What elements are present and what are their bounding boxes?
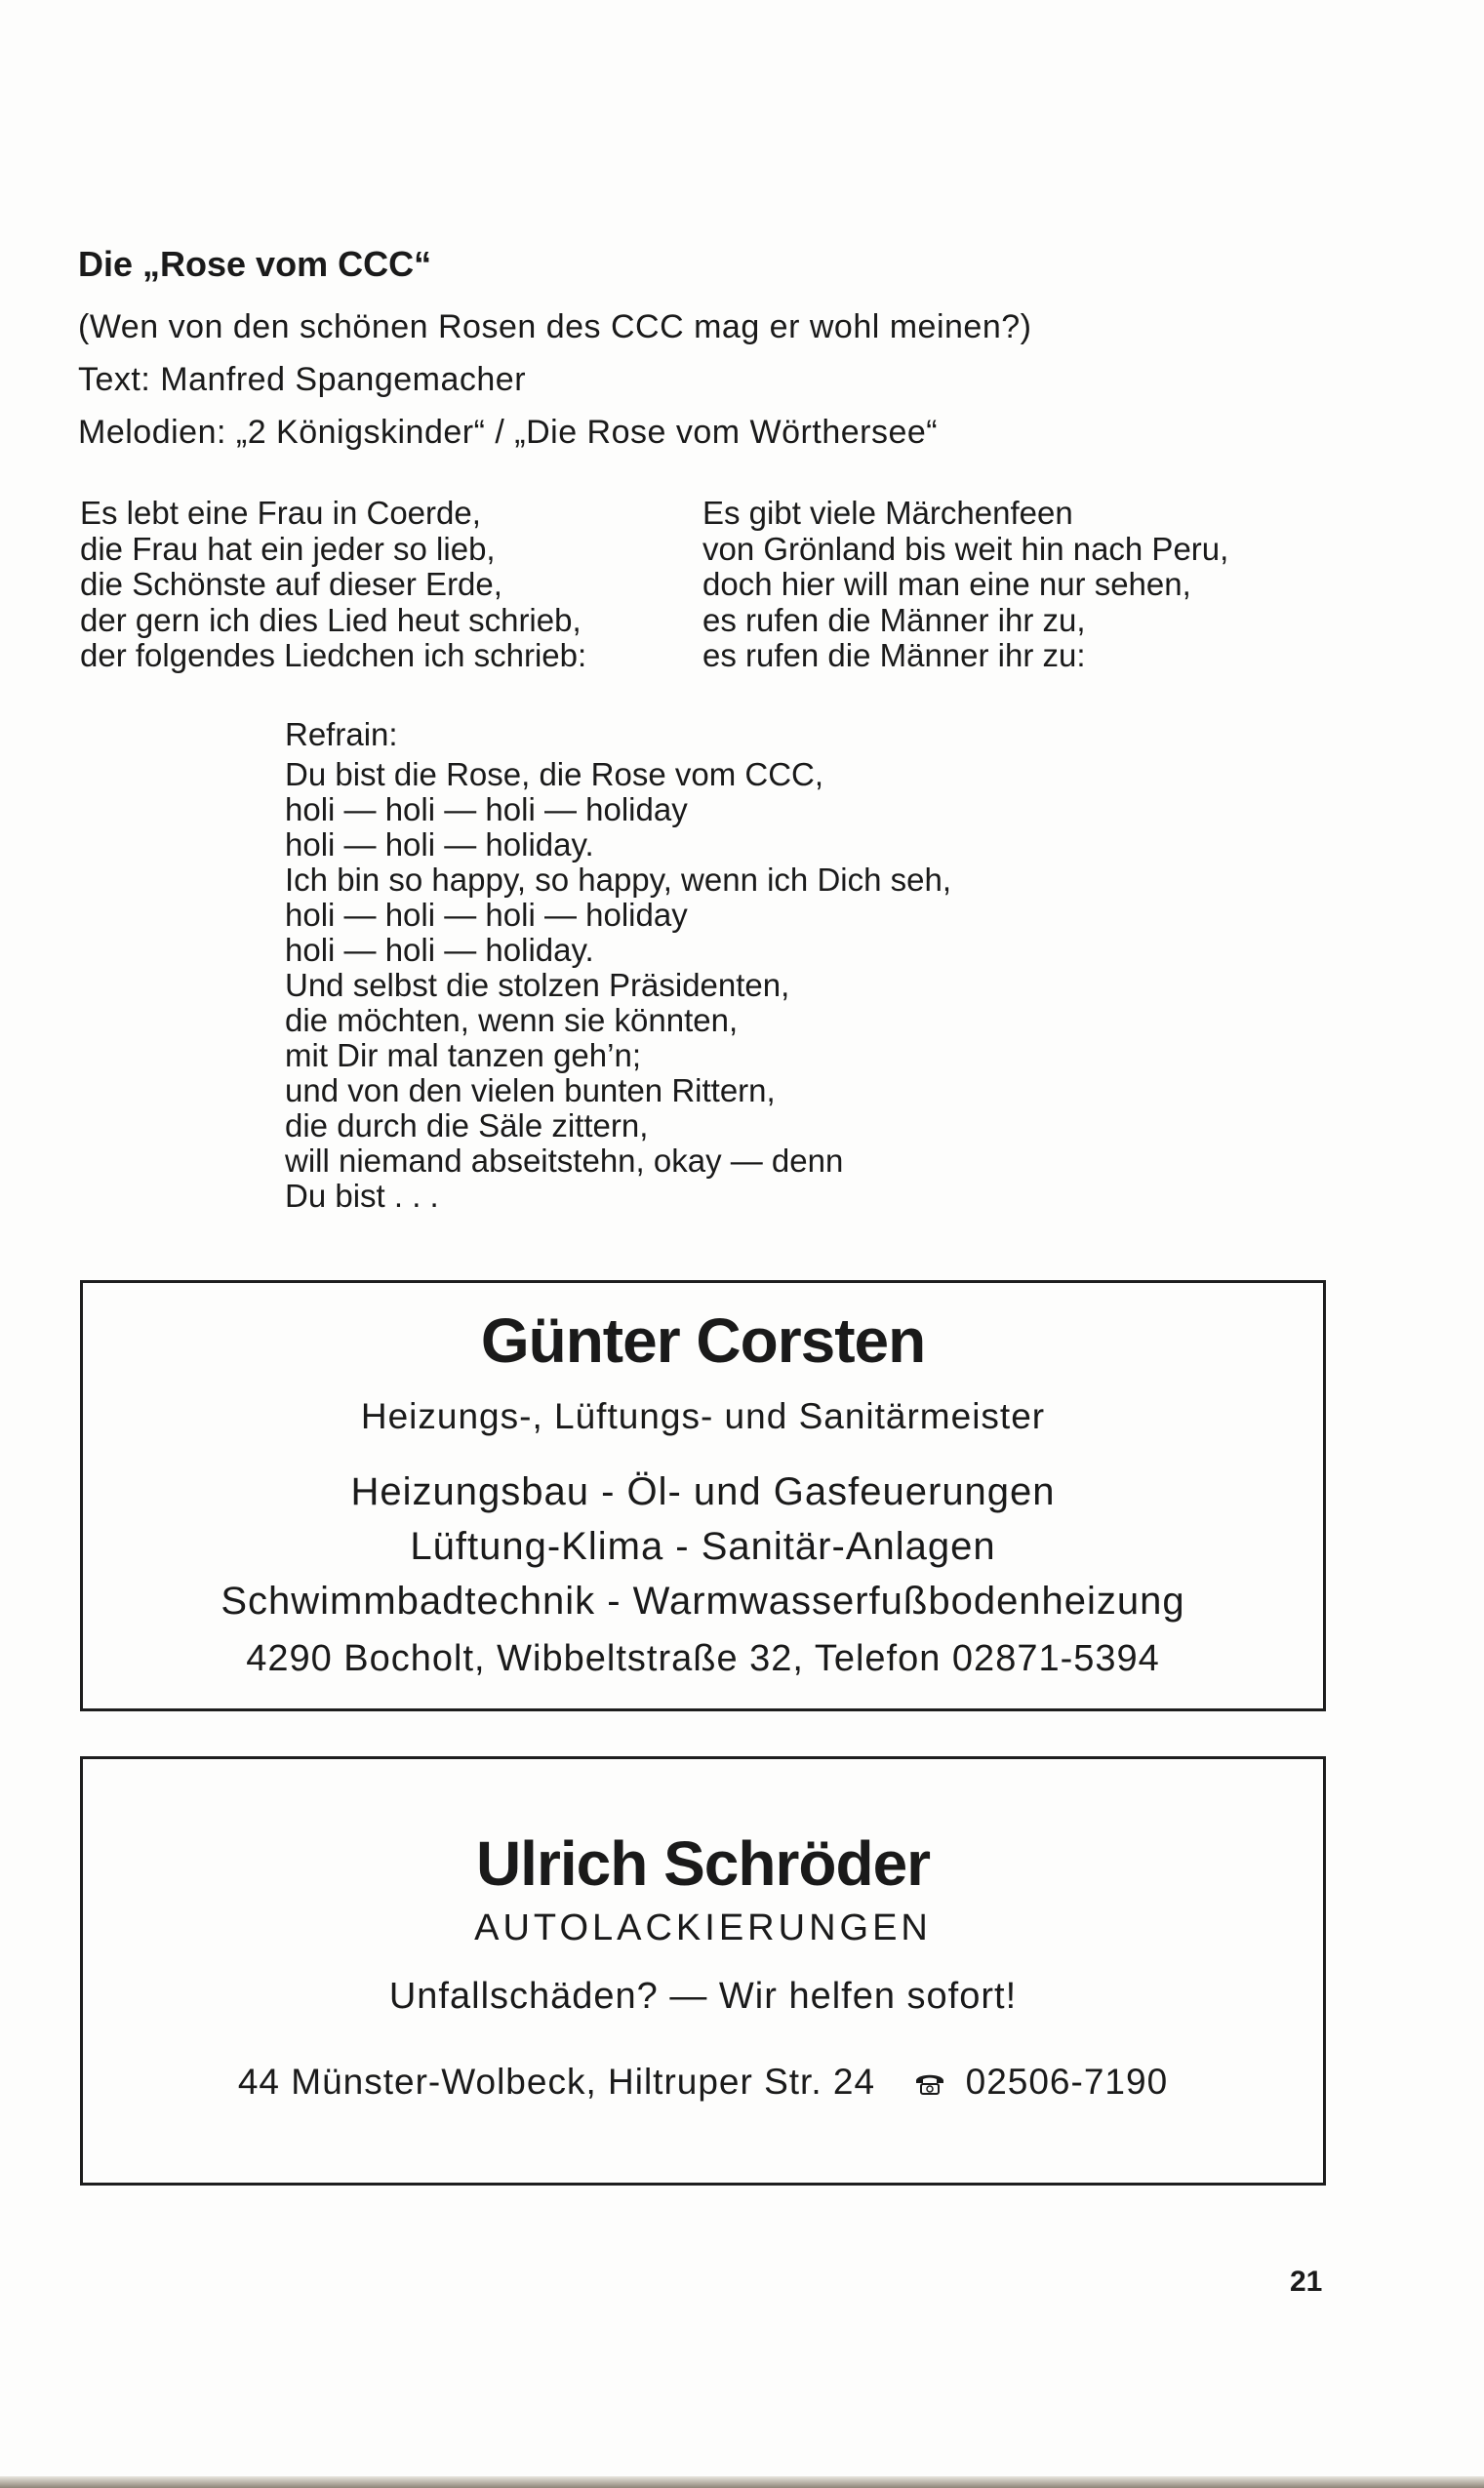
- song-author: Text: Manfred Spangemacher: [78, 361, 527, 398]
- verse-line: Es lebt eine Frau in Coerde,: [80, 495, 481, 531]
- advertisement-schroeder: [80, 1756, 1326, 2186]
- ad-contact: [83, 2062, 1323, 2103]
- verse-right: [702, 496, 1228, 674]
- ad-address: 44 Münster-Wolbeck, Hiltruper Str. 24: [237, 2062, 876, 2102]
- ad-phone-number: 02506-7190: [965, 2062, 1169, 2102]
- page-edge: [0, 2476, 1484, 2488]
- ad-service-line: Heizungsbau - Öl- und Gasfeuerungen: [350, 1470, 1056, 1513]
- song-melodies: Melodien: „2 Königskinder“ / „Die Rose vom Wörthersee“: [78, 414, 939, 451]
- verse-line: die Schönste auf dieser Erde,: [80, 566, 502, 602]
- refrain-line: die durch die Säle zittern,: [285, 1107, 649, 1144]
- refrain-line: Du bist die Rose, die Rose vom CCC,: [285, 756, 824, 792]
- ad-slogan: Unfallschäden? — Wir helfen sofort!: [388, 1976, 1018, 2017]
- telephone-icon: [913, 2064, 946, 2089]
- ad-company-name: Günter Corsten: [480, 1305, 926, 1376]
- ad-service-line: Schwimmbadtechnik - Warmwasserfußbodenheizung: [221, 1580, 1185, 1623]
- refrain-line: Du bist . . .: [285, 1178, 439, 1214]
- verse-line: es rufen die Männer ihr zu:: [702, 637, 1086, 673]
- refrain-line: holi — holi — holi — holiday: [285, 791, 688, 827]
- advertisement-corsten: [80, 1280, 1326, 1711]
- ad-address: 4290 Bocholt, Wibbeltstraße 32, Telefon 02871-5394: [246, 1638, 1160, 1679]
- ad-company-name: Ulrich Schröder: [475, 1828, 931, 1899]
- ad-service-line: Lüftung-Klima - Sanitär-Anlagen: [410, 1525, 996, 1568]
- refrain-line: mit Dir mal tanzen geh’n;: [285, 1037, 641, 1073]
- verse-line: der folgendes Liedchen ich schrieb:: [80, 637, 587, 673]
- refrain-line: holi — holi — holiday.: [285, 932, 594, 968]
- verse-left: [80, 496, 586, 674]
- refrain-line: holi — holi — holi — holiday: [285, 897, 688, 933]
- verse-line: der gern ich dies Lied heut schrieb,: [80, 601, 582, 638]
- ad-trade: Heizungs-, Lüftungs- und Sanitärmeister: [360, 1396, 1046, 1436]
- verse-line: es rufen die Männer ihr zu,: [702, 601, 1086, 638]
- refrain-line: Und selbst die stolzen Präsidenten,: [285, 967, 790, 1003]
- refrain-text: [285, 757, 951, 1214]
- refrain-line: will niemand abseitstehn, okay — denn: [285, 1143, 844, 1179]
- song-title: Die „Rose vom CCC“: [78, 244, 432, 284]
- refrain-line: die möchten, wenn sie könnten,: [285, 1002, 739, 1038]
- verse-line: doch hier will man eine nur sehen,: [702, 566, 1191, 602]
- song-subtitle: (Wen von den schönen Rosen des CCC mag er wohl meinen?): [78, 308, 1032, 345]
- refrain-line: holi — holi — holiday.: [285, 826, 594, 863]
- verse-line: die Frau hat ein jeder so lieb,: [80, 530, 496, 567]
- refrain-line: und von den vielen bunten Rittern,: [285, 1072, 776, 1108]
- ad-trade: AUTOLACKIERUNGEN: [474, 1907, 932, 1948]
- refrain-label: Refrain:: [285, 716, 398, 752]
- verse-line: Es gibt viele Märchenfeen: [702, 495, 1073, 531]
- verse-line: von Grönland bis weit hin nach Peru,: [702, 530, 1229, 567]
- page-number: 21: [1290, 2266, 1323, 2298]
- refrain-line: Ich bin so happy, so happy, wenn ich Dich seh,: [285, 862, 952, 898]
